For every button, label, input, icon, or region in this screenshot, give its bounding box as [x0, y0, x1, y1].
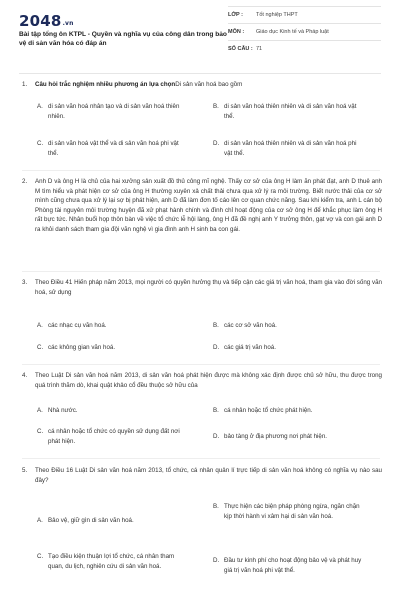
question-number: 3. — [22, 279, 28, 286]
option-b[interactable] — [213, 502, 363, 521]
option-label: B. — [213, 503, 219, 510]
question-1 — [22, 80, 382, 90]
option-text: Thực hiện các biện pháp phòng ngừa, ngăn chặn kịp thời hành vi xâm hại di sản văn hoá. — [224, 503, 360, 520]
meta-row-count — [228, 41, 381, 58]
option-text: các không gian văn hoá. — [48, 344, 116, 351]
meta-row-subject — [228, 24, 381, 41]
option-label: C. — [37, 553, 44, 560]
option-label: A. — [37, 103, 43, 110]
question-divider — [22, 364, 380, 365]
option-b[interactable] — [213, 102, 363, 121]
option-text: Nhà nước. — [48, 407, 78, 414]
option-label: D. — [213, 140, 220, 147]
question-number: 4. — [22, 372, 28, 379]
option-text: di sản văn hoá nhân tạo và di sản văn hoá thiên nhiên. — [48, 103, 180, 120]
option-label: B. — [213, 407, 219, 414]
option-text: cá nhân hoặc tổ chức có quyền sử dụng đất nơi phát hiện. — [48, 428, 180, 445]
option-c[interactable] — [37, 343, 187, 353]
question-divider — [22, 458, 380, 459]
option-label: A. — [37, 517, 43, 524]
question-3 — [22, 278, 382, 297]
meta-value: 71 — [256, 41, 381, 58]
meta-key: LỚP : — [228, 7, 256, 24]
question-number: 1. — [22, 81, 28, 88]
question-5 — [22, 466, 382, 485]
option-d[interactable] — [213, 556, 363, 575]
option-c[interactable] — [37, 427, 187, 446]
option-text: các giá trị văn hoá. — [224, 344, 276, 351]
meta-value: Tốt nghiệp THPT — [256, 7, 381, 24]
option-a[interactable] — [37, 321, 187, 331]
option-text: bảo tàng ở địa phương nơi phát hiện. — [224, 433, 328, 440]
question-text: Theo Điều 41 Hiến pháp năm 2013, mọi người có quyền hưởng thụ và tiếp cận các giá trị văn hoá, tham gia vào đời sống văn hoá, sử dụng — [35, 279, 382, 296]
header-divider — [19, 73, 381, 74]
question-number: 2. — [22, 178, 28, 185]
logo-text: 2048 — [19, 12, 62, 30]
question-text: Theo Điều 16 Luật Di sản văn hoá năm 2013, tổ chức, cá nhân quản lí trực tiếp di sản văn hoá không có nghĩa vụ nào sau đây? — [35, 467, 382, 484]
option-text: các cơ sở văn hoá. — [224, 322, 277, 329]
option-text: các nhạc cụ văn hoá. — [48, 322, 107, 329]
question-number: 5. — [22, 467, 28, 474]
meta-row-class — [228, 7, 381, 24]
option-label: A. — [37, 407, 43, 414]
option-d[interactable] — [213, 139, 363, 158]
option-text: di sản văn hoá thiên nhiên và di sản văn hoá phi vật thể. — [224, 140, 357, 157]
question-divider — [22, 271, 380, 272]
question-divider — [22, 170, 380, 171]
option-a[interactable] — [37, 102, 187, 121]
option-c[interactable] — [37, 139, 187, 158]
option-d[interactable] — [213, 432, 373, 442]
option-label: D. — [213, 557, 220, 564]
option-d[interactable] — [213, 343, 363, 353]
logo-suffix: .vn — [62, 20, 74, 27]
question-2 — [22, 177, 382, 235]
option-c[interactable] — [37, 552, 187, 571]
option-label: B. — [213, 322, 219, 329]
question-lead: Câu hỏi trắc nghiệm nhiều phương án lựa chọn — [35, 81, 176, 88]
exam-meta-table — [228, 6, 381, 58]
question-text: Theo Luật Di sản văn hoá năm 2013, di sản văn hoá phát hiện được mà không xác định được chủ sở hữu, thu được trong quá trình thăm dò, khai quật khảo cổ đều thuộc sở hữu của — [35, 372, 382, 389]
option-b[interactable] — [213, 321, 363, 331]
option-label: A. — [37, 322, 43, 329]
meta-value: Giáo dục Kinh tế và Pháp luật — [256, 24, 381, 41]
question-4 — [22, 371, 382, 390]
question-text: Anh D và ông H là chủ của hai xưởng sản xuất đồ thủ công mĩ nghệ. Thấy cơ sở của ông H làm ăn phát đạt, anh D thuê anh M tìm hiểu và phát hiện cơ sở của ông H thường xuyên xả chất thải chưa qua xử lý ra môi trường. Biết nước thải của cơ sở mình cũng chưa qua xử lý lại sợ bị phát hiện, anh D đã làm đơn tố cáo lên cơ quan chức năng. Sau khi kiểm tra, anh L cán bộ Phòng tài nguyên môi trường huyện đã xử phạt hành chính và đình chỉ hoạt động của cơ sở ông H để khắc phục làm ông H rất bực tức. Nhân buổi họp thôn bàn về việc tổ chức lễ hội làng, ông H đã đề nghị anh Y trưởng thôn, gạt vợ và con gái anh D ra khỏi danh sách tham gia đội văn nghệ vì gia đình anh H sinh ba con gái. — [35, 178, 382, 233]
site-logo[interactable] — [19, 12, 74, 30]
option-label: C. — [37, 428, 44, 435]
meta-key: MÔN : — [228, 24, 256, 41]
option-label: D. — [213, 433, 220, 440]
option-label: C. — [37, 140, 44, 147]
option-text: Đầu tư kinh phí cho hoạt động bảo vệ và phát huy giá trị văn hoá phi vật thể. — [224, 557, 362, 574]
option-text: di sản văn hoá vật thể và di sản văn hoá phi vật thể. — [48, 140, 179, 157]
option-label: C. — [37, 344, 44, 351]
document-title: Bài tập tổng ôn KTPL - Quyền và nghĩa vụ của công dân trong bảo vệ di sản văn hóa có đáp án — [19, 31, 227, 47]
option-text: di sản văn hoá thiên nhiên và di sản văn hoá vật thể. — [224, 103, 357, 120]
option-b[interactable] — [213, 406, 373, 416]
question-text — [35, 80, 382, 90]
option-a[interactable] — [37, 406, 187, 416]
option-a[interactable] — [37, 516, 187, 526]
option-label: B. — [213, 103, 219, 110]
option-text: cá nhân hoặc tổ chức phát hiện. — [224, 407, 313, 414]
option-label: D. — [213, 344, 220, 351]
meta-key: SỐ CÂU : — [228, 41, 256, 58]
question-body: Di sản văn hoá bao gồm — [175, 81, 243, 88]
option-text: Bảo vệ, giữ gìn di sản văn hoá. — [48, 517, 134, 524]
option-text: Tạo điều kiện thuận lợi tổ chức, cá nhân tham quan, du lịch, nghiên cứu di sản văn hoá. — [48, 553, 175, 570]
